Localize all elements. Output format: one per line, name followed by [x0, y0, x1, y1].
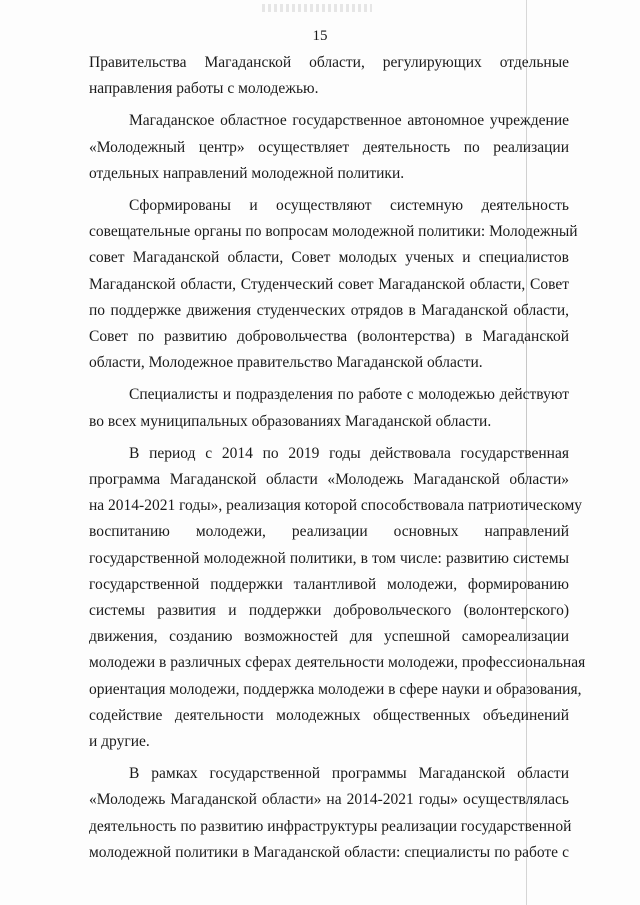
text-line: совет Магаданской области, Совет молодых ученых и специалистов [89, 249, 569, 267]
text-line: «Молодежь Магаданской области» на 2014-2021 годы» осуществлялась [89, 791, 569, 809]
body-text [89, 50, 586, 866]
text-line: Магаданское областное государственное автономное учреждение [129, 112, 569, 130]
text-line: совещательные органы по вопросам молодежной политики: Молодежный [89, 223, 578, 241]
text-line: воспитанию молодежи, реализации основных направлений [89, 523, 569, 541]
text-line: ориентация молодежи, поддержка молодежи в сфере науки и образования, [89, 680, 582, 698]
text-line: молодежи в различных сферах деятельности молодежи, профессиональная [89, 654, 586, 672]
text-line: Специалисты и подразделения по работе с молодежью действуют [129, 386, 569, 404]
text-line: области, Молодежное правительство Магаданской области. [89, 354, 483, 372]
text-line: на 2014-2021 годы», реализация которой способствовала патриотическому [89, 497, 583, 515]
page-number: 15 [312, 28, 328, 44]
text-line: системы развития и поддержки добровольческого (волонтерского) [89, 602, 569, 620]
text-line: Совет по развитию добровольчества (волонтерства) в Магаданской [89, 328, 569, 346]
text-line: государственной молодежной политики, в том числе: развитию системы [89, 549, 569, 567]
text-line: во всех муниципальных образованиях Магаданской области. [89, 412, 492, 430]
text-line: отдельных направлений молодежной политики. [89, 164, 405, 182]
text-line: Правительства Магаданской области, регулирующих отдельные [89, 54, 569, 71]
scan-header-mark [262, 4, 372, 12]
text-line: направления работы с молодежью. [89, 80, 319, 98]
text-line: деятельность по развитию инфраструктуры реализации государственной [89, 817, 572, 835]
text-line: В рамках государственной программы Магаданской области [129, 765, 569, 783]
text-line: государственной поддержки талантливой молодежи, формированию [89, 575, 569, 593]
text-line: содействие деятельности молодежных общественных объединений [89, 706, 569, 724]
text-line: и другие. [89, 733, 150, 751]
text-line: программа Магаданской области «Молодежь Магаданской области» [89, 471, 569, 489]
text-line: В период с 2014 по 2019 годы действовала государственная [129, 444, 569, 462]
text-line: Сформированы и осуществляют системную деятельность [129, 197, 569, 215]
text-line: Магаданской области, Студенческий совет Магаданской области, Совет [89, 275, 569, 293]
text-line: «Молодежный центр» осуществляет деятельность по реализации [89, 138, 569, 156]
text-line: движения, созданию возможностей для успешной самореализации [89, 628, 569, 646]
text-line: по поддержке движения студенческих отрядов в Магаданской области, [89, 301, 569, 319]
text-line: молодежной политики в Магаданской области: специалисты по работе с [89, 843, 569, 861]
